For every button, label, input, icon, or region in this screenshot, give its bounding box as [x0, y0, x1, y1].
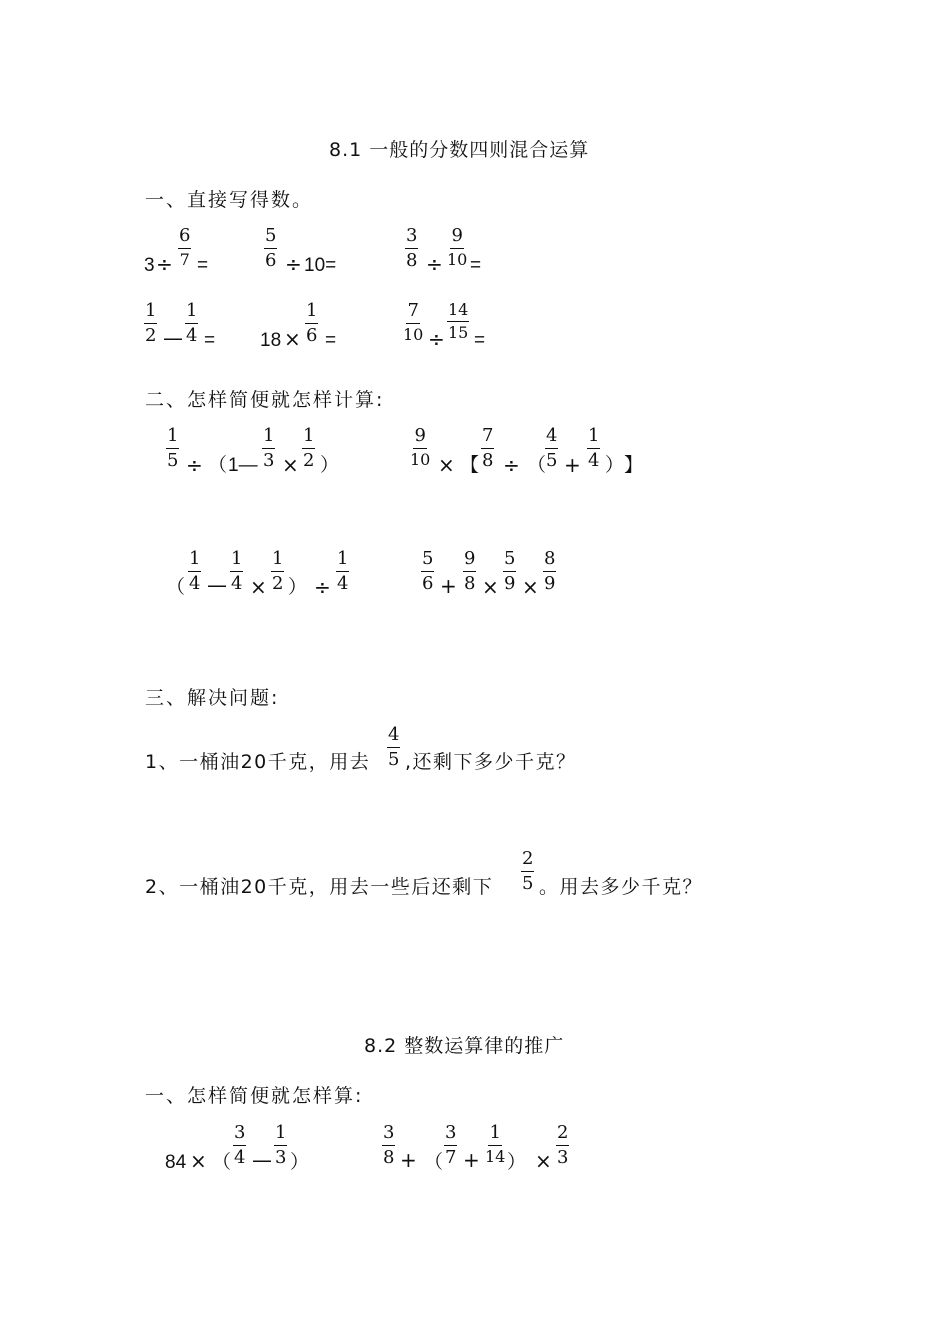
numerator: 4	[387, 726, 400, 748]
number: 3	[144, 255, 155, 276]
numerator: 7	[406, 302, 419, 324]
number: 10=	[304, 255, 337, 276]
denominator: 5	[388, 749, 400, 770]
numerator: 2	[521, 850, 534, 872]
denominator: 7	[445, 1147, 457, 1168]
times-sign: ×	[190, 1149, 207, 1173]
numerator: 9	[450, 227, 463, 249]
minus-sign: —	[207, 573, 227, 597]
denominator: 5	[522, 873, 534, 894]
numerator: 8	[543, 550, 556, 572]
numerator: 3	[444, 1124, 457, 1146]
plus-sign: +	[463, 1148, 480, 1172]
fraction	[587, 427, 600, 470]
part3-heading: 三、解决问题:	[145, 687, 280, 709]
fraction	[444, 1124, 457, 1167]
numerator: 7	[481, 427, 494, 449]
numerator: 3	[233, 1124, 246, 1146]
numerator: 1	[488, 1124, 501, 1146]
fraction	[387, 726, 400, 769]
fraction	[178, 227, 191, 268]
right-paren: ）	[507, 1152, 527, 1173]
fraction	[521, 850, 534, 893]
fraction	[274, 1124, 287, 1167]
question-1-text-end: ,还剩下多少千克？	[405, 751, 577, 773]
numerator: 5	[264, 227, 277, 249]
divide-sign: ÷	[426, 252, 443, 276]
denominator: 8	[383, 1147, 395, 1168]
fraction	[545, 427, 558, 470]
number: 84	[165, 1152, 187, 1173]
divide-sign: ÷	[285, 252, 302, 276]
minus-sign: —	[163, 326, 183, 350]
divide-sign: ÷	[503, 453, 520, 477]
numerator: 6	[178, 227, 191, 249]
fraction	[305, 302, 318, 345]
minus-sign: —	[252, 1148, 272, 1172]
fraction	[230, 550, 243, 593]
denominator: 15	[448, 323, 469, 342]
fraction	[463, 550, 476, 593]
fraction	[405, 227, 418, 270]
numerator: 9	[413, 427, 426, 449]
fraction	[188, 550, 201, 593]
numerator: 3	[405, 227, 418, 249]
fraction	[543, 550, 556, 593]
numerator: 5	[503, 550, 516, 572]
denominator: 2	[303, 450, 315, 471]
left-paren: （	[424, 1152, 444, 1173]
numerator: 1	[188, 550, 201, 572]
number: 18	[260, 330, 282, 351]
right-bracket: 】	[624, 455, 644, 476]
numerator: 4	[545, 427, 558, 449]
denominator: 4	[186, 325, 198, 346]
numerator: 9	[463, 550, 476, 572]
denominator: 6	[265, 250, 277, 271]
denominator: 3	[263, 450, 275, 471]
right-paren: ）	[288, 577, 308, 598]
times-sign: ×	[250, 575, 267, 599]
fraction	[336, 550, 349, 593]
denominator: 8	[464, 573, 476, 594]
fraction	[409, 427, 431, 468]
denominator: 2	[272, 573, 284, 594]
denominator: 4	[588, 450, 600, 471]
number: 1—	[228, 455, 258, 476]
left-paren: （	[527, 455, 547, 476]
fraction	[144, 302, 157, 345]
equals-sign: =	[197, 255, 209, 276]
denominator: 3	[275, 1147, 287, 1168]
denominator: 14	[485, 1147, 506, 1166]
plus-sign: +	[564, 453, 581, 477]
numerator: 1	[305, 302, 318, 324]
left-paren: （	[208, 455, 228, 476]
denominator: 10	[410, 450, 431, 469]
section-title-8-1: 8.1 一般的分数四则混合运算	[329, 139, 590, 161]
left-paren: （	[166, 577, 186, 598]
section-title-8-2: 8.2 整数运算律的推广	[364, 1035, 565, 1057]
denominator: 5	[167, 450, 179, 471]
fraction	[262, 427, 275, 470]
fraction	[402, 302, 424, 343]
left-bracket: 【	[460, 455, 480, 476]
right-paren: ）	[605, 455, 625, 476]
plus-sign: +	[440, 574, 457, 598]
denominator: 10	[403, 325, 424, 344]
times-sign: ×	[438, 453, 455, 477]
fraction	[271, 550, 284, 593]
right-paren: ）	[290, 1152, 310, 1173]
numerator: 1	[262, 427, 275, 449]
divide-sign: ÷	[186, 453, 203, 477]
equals-sign: =	[204, 330, 216, 351]
fraction	[233, 1124, 246, 1167]
denominator: 6	[422, 573, 434, 594]
fraction	[421, 550, 434, 593]
numerator: 14	[447, 302, 469, 322]
divide-sign: ÷	[428, 327, 445, 351]
left-paren: （	[212, 1152, 232, 1173]
numerator: 1	[302, 427, 315, 449]
fraction	[166, 427, 179, 470]
denominator: 9	[504, 573, 516, 594]
fraction	[556, 1124, 569, 1167]
equals-sign: =	[325, 330, 337, 351]
fraction	[481, 427, 494, 470]
denominator: 9	[544, 573, 556, 594]
denominator: 3	[557, 1147, 569, 1168]
denominator: 2	[145, 325, 157, 346]
equals-sign: =	[470, 255, 482, 276]
denominator: 4	[189, 573, 201, 594]
times-sign: ×	[284, 327, 301, 351]
fraction	[382, 1124, 395, 1167]
numerator: 1	[230, 550, 243, 572]
numerator: 1	[271, 550, 284, 572]
numerator: 1	[185, 302, 198, 324]
times-sign: ×	[535, 1149, 552, 1173]
plus-sign: +	[400, 1148, 417, 1172]
question-2-text: 2、一桶油20千克，用去一些后还剩下	[145, 876, 494, 898]
denominator: 4	[234, 1147, 246, 1168]
right-paren: ）	[320, 455, 340, 476]
denominator: 4	[231, 573, 243, 594]
numerator: 1	[144, 302, 157, 324]
denominator: 4	[337, 573, 349, 594]
denominator: 7	[179, 250, 190, 269]
denominator: 8	[406, 250, 418, 271]
question-1-text: 1、一桶油20千克，用去	[145, 751, 371, 773]
divide-sign: ÷	[314, 575, 331, 599]
numerator: 2	[556, 1124, 569, 1146]
denominator: 8	[482, 450, 494, 471]
numerator: 1	[587, 427, 600, 449]
fraction	[447, 302, 469, 341]
fraction	[264, 227, 277, 270]
times-sign: ×	[522, 575, 539, 599]
part2-heading: 二、怎样简便就怎样计算:	[145, 389, 385, 411]
fraction	[446, 227, 468, 268]
denominator: 6	[306, 325, 318, 346]
fraction	[185, 302, 198, 345]
numerator: 1	[274, 1124, 287, 1146]
divide-sign: ÷	[156, 252, 173, 276]
part1-heading-8-2: 一、怎样简便就怎样算:	[145, 1085, 364, 1107]
numerator: 3	[382, 1124, 395, 1146]
denominator: 5	[546, 450, 558, 471]
numerator: 1	[336, 550, 349, 572]
question-2-text-end: 。用去多少千克？	[539, 876, 704, 898]
part1-heading: 一、直接写得数。	[145, 189, 314, 211]
fraction	[484, 1124, 506, 1165]
numerator: 5	[421, 550, 434, 572]
times-sign: ×	[482, 575, 499, 599]
times-sign: ×	[282, 453, 299, 477]
fraction	[503, 550, 516, 593]
numerator: 1	[166, 427, 179, 449]
fraction	[302, 427, 315, 470]
denominator: 10	[447, 250, 468, 269]
equals-sign: =	[474, 330, 486, 351]
